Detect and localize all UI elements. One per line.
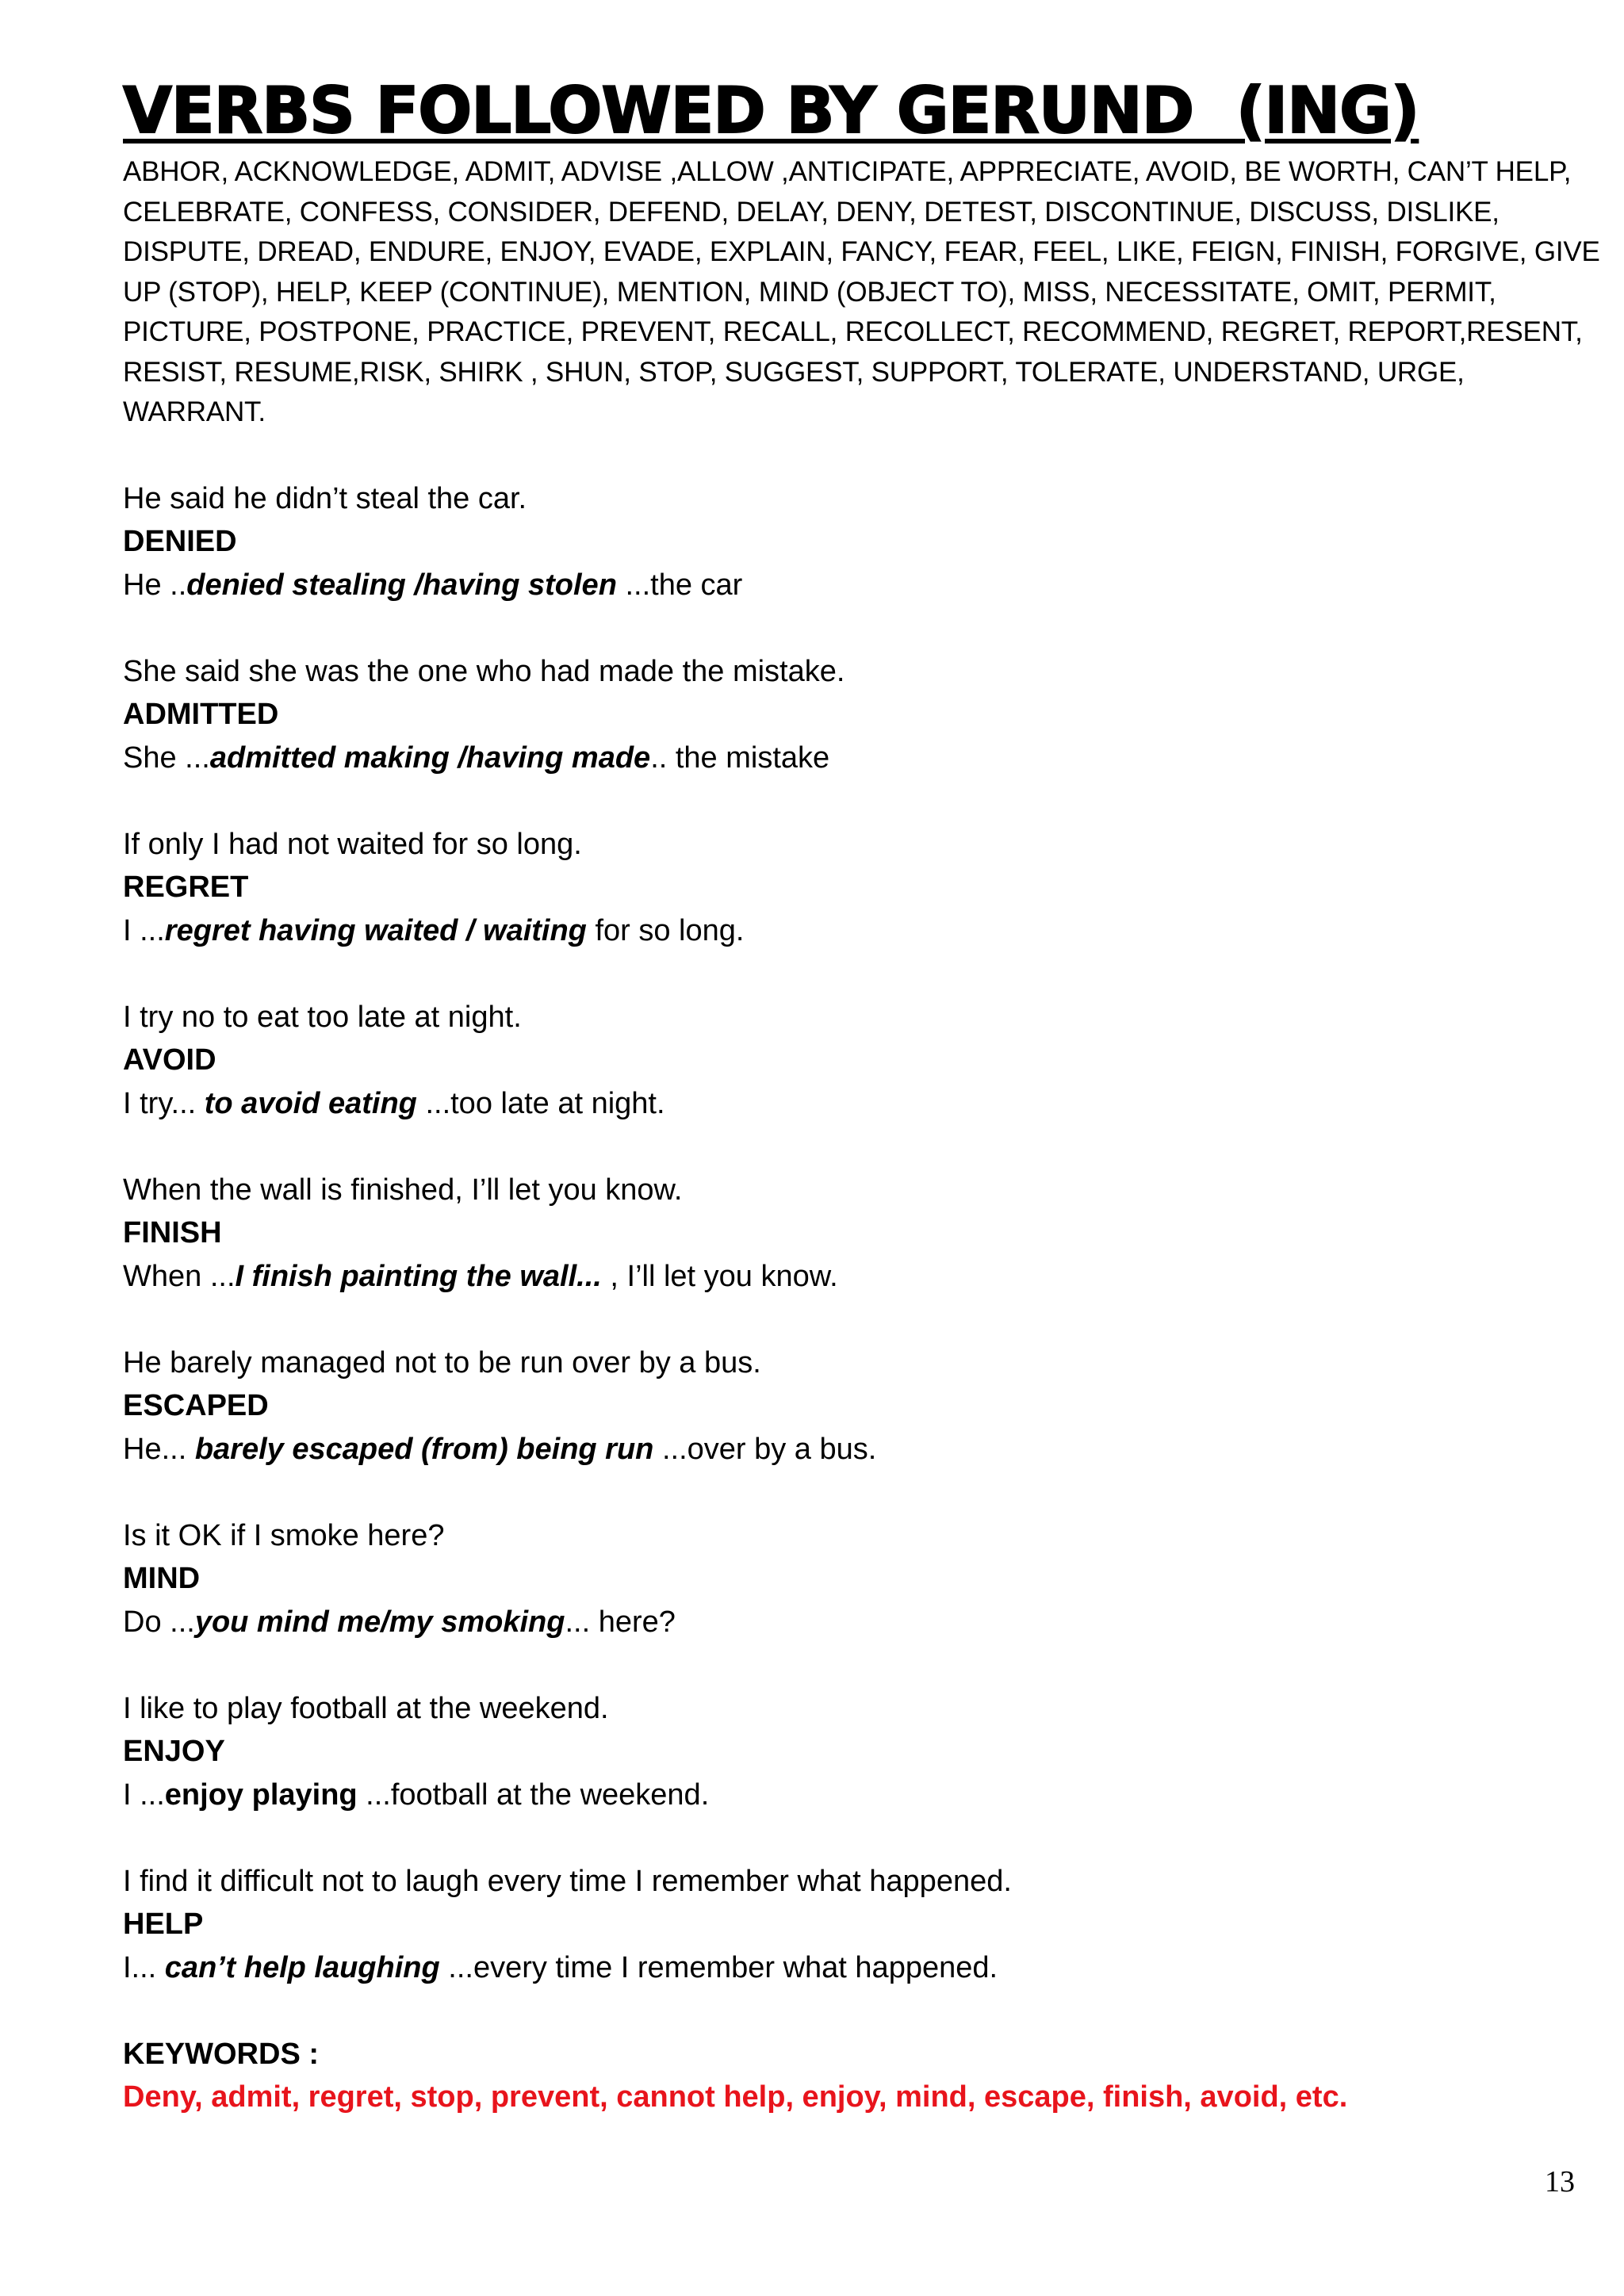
example-item — [123, 1341, 1606, 1471]
verb-list: ABHOR, ACKNOWLEDGE, ADMIT, ADVISE ,ALLOW ,ANTICIPATE, APPRECIATE, AVOID, BE WORTH, CAN’T HELP, CELEBRATE, CONFESS, CONSIDER, DEFEND, DELAY, DENY, DETEST, DISCONTINUE, DISCUSS, DISLIKE, DISPUTE, DREAD, ENDURE, ENJOY, EVADE, EXPLAIN, FANCY, FEAR, FEEL, LIKE, FEIGN, FINISH, FORGIVE, GIVE UP (STOP), HELP, KEEP (CONTINUE), MENTION, MIND (OBJECT TO), MISS, NECESSITATE, OMIT, PERMIT, PICTURE, POSTPONE, PRACTICE, PREVENT, RECALL, RECOLLECT, RECOMMEND, REGRET, REPORT,RESENT, RESIST, RESUME,RISK, SHIRK , SHUN, STOP, SUGGEST, SUPPORT, TOLERATE, UNDERSTAND, URGE, WARRANT. — [123, 156, 1600, 427]
answer-prefix: I ... — [123, 913, 165, 947]
keywords-heading: KEYWORDS : — [123, 2037, 319, 2071]
example-item — [123, 1169, 1606, 1299]
example-keyword: FINISH — [123, 1216, 222, 1249]
answer-text: admitted making /having made — [209, 740, 651, 775]
example-sentence: I like to play football at the weekend. — [123, 1691, 609, 1725]
page-title: VERBS FOLLOWED BY GERUND (ING) — [123, 74, 1419, 147]
answer-suffix: ... here? — [565, 1605, 676, 1639]
example-sentence: I try no to eat too late at night. — [123, 1000, 522, 1034]
example-sentence: When the wall is finished, I’ll let you know. — [123, 1173, 683, 1207]
worksheet-page — [123, 74, 1606, 2119]
answer-text: denied stealing /having stolen — [186, 568, 617, 602]
example-answer-line — [123, 1255, 1606, 1299]
example-sentence: If only I had not waited for so long. — [123, 827, 582, 861]
keywords-section — [123, 2033, 1606, 2119]
example-keyword: ADMITTED — [123, 698, 279, 731]
example-sentence: Is it OK if I smoke here? — [123, 1518, 445, 1552]
page-number: 13 — [1545, 2165, 1575, 2198]
answer-suffix: ...over by a bus. — [653, 1432, 877, 1466]
example-keyword: DENIED — [123, 525, 237, 558]
example-sentence: She said she was the one who had made the mistake. — [123, 654, 845, 688]
answer-text: enjoy playing — [164, 1777, 358, 1812]
example-answer-line — [123, 1774, 1606, 1817]
answer-text: can’t help laughing — [164, 1950, 440, 1984]
answer-prefix: Do ... — [123, 1605, 195, 1639]
example-keyword: REGRET — [123, 871, 249, 904]
answer-text: regret having waited / waiting — [164, 913, 587, 947]
example-keyword: ENJOY — [123, 1735, 225, 1768]
example-answer-line — [123, 1601, 1606, 1644]
answer-prefix: I... — [123, 1950, 165, 1984]
answer-text: you mind me/my smoking — [194, 1605, 565, 1639]
answer-suffix: for so long. — [586, 913, 745, 947]
answer-suffix: ...too late at night. — [416, 1086, 665, 1120]
example-answer-line — [123, 1082, 1606, 1126]
example-sentence: I find it difficult not to laugh every time I remember what happened. — [123, 1864, 1012, 1898]
answer-prefix: He... — [123, 1432, 195, 1466]
example-item — [123, 650, 1606, 780]
answer-suffix: ...the car — [616, 568, 743, 602]
answer-text: I finish painting the wall... — [235, 1259, 602, 1293]
example-keyword: ESCAPED — [123, 1389, 269, 1422]
example-sentence: He barely managed not to be run over by a bus. — [123, 1345, 761, 1380]
example-answer-line — [123, 909, 1606, 953]
example-answer-line — [123, 737, 1606, 780]
example-item — [123, 1514, 1606, 1644]
example-item — [123, 996, 1606, 1126]
example-item — [123, 823, 1606, 953]
answer-prefix: She ... — [123, 740, 210, 775]
example-answer-line — [123, 1946, 1606, 1990]
answer-prefix: I ... — [123, 1777, 165, 1812]
answer-prefix: He .. — [123, 568, 187, 602]
answer-suffix: ...football at the weekend. — [357, 1777, 710, 1812]
answer-text: to avoid eating — [204, 1086, 417, 1120]
example-item — [123, 1860, 1606, 1990]
example-answer-line — [123, 1428, 1606, 1471]
example-answer-line — [123, 564, 1606, 607]
example-item — [123, 1687, 1606, 1817]
keywords-list: Deny, admit, regret, stop, prevent, cannot help, enjoy, mind, escape, finish, avoid, etc. — [123, 2080, 1348, 2114]
answer-text: barely escaped (from) being run — [194, 1432, 654, 1466]
answer-suffix: ...every time I remember what happened. — [439, 1950, 998, 1984]
answer-prefix: I try... — [123, 1086, 205, 1120]
example-item — [123, 477, 1606, 607]
example-keyword: HELP — [123, 1908, 204, 1941]
example-keyword: AVOID — [123, 1043, 216, 1077]
answer-prefix: When ... — [123, 1259, 236, 1293]
answer-suffix: .. the mistake — [650, 740, 830, 775]
example-sentence: He said he didn’t steal the car. — [123, 481, 527, 515]
answer-suffix: , I’ll let you know. — [601, 1259, 838, 1293]
example-keyword: MIND — [123, 1562, 201, 1595]
examples-section — [123, 477, 1606, 1990]
